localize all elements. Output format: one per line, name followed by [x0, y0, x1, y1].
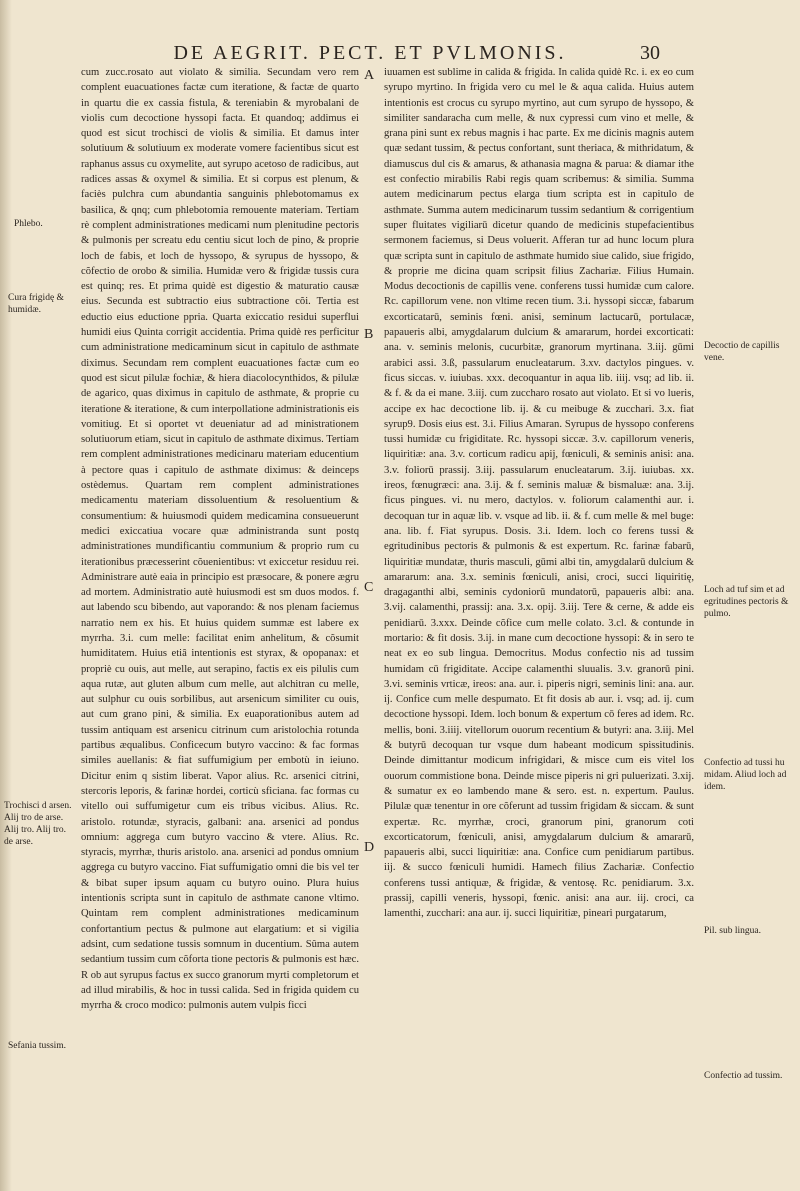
left-text-column — [81, 65, 359, 1110]
margin-note-sefania: Sefania tussim. — [8, 1041, 67, 1051]
section-marker-c: C — [364, 580, 374, 595]
section-marker-a: A — [364, 68, 375, 83]
page-gutter-shadow — [0, 0, 12, 1191]
left-column-text: cum zucc.rosato aut violato & similia. Secundam vero rem complent euacuationes factæ cum iteratione, & factæ de quarto in quartu die ex cassia fistula, & tereniabin & myrobalani de violis cum decoctione hyssopi facta. Et quandoq; addimus ei quod est sicut trochisci de violis & similia. Et damus inter solutiuum & solutiuum ex moderate vomere facientibus sicut est raphanus assus cu oxymelite, aut syrupo acetoso de radicibus, aut radices assas & oxymel & similia. Et si corpus est plenum, & faciès pulchra cum abundantia sanguinis phlebotomamus ex basilica, & qnq; cum phlebotomia remouente materiam. Tertiam rè complent administrationes medicami num plenitudine pectoris & pulmonis per screatu edu centiu sicut loch de pino, & proprie loch de fabis, et loch de hyssopo, & syrupus de hyssopo, & cõfectio de orobo & similia. Humidæ vero & frigidæ tussis cura est quinq; res. Et prima quidè est digestio & maturatio causæ eius. Secunda est subtractio eius subtractione cõi. Tertia est eductio eius eductione ppria. Quarta exiccatio residui superflui humidi eius Quinta corrigit accidentia. Prima quidè res perficitur cum administratione medicaminum sicut in capitulo de asthmate diximus. Secundam rem complent euacuationes factæ cum eo quod est sicut pilulæ fochiæ, & hiera diacolocynthidos, & pilulæ de agarico, quas diximus in capitulo de asthmate, & proprie cu iteratione & iteratione, & cum interpollatione administrationis eis vomitiug. Et si oportet vt deueniatur ad ad ministrationem solutiuorum etiam, sicut in capitulo de asthmate diximus. Tertiam rem complent administrationes medicinaru materiam educentium à pectore quas i capitulo de asthmate diximus: & deinceps ostèdemus. Quartam rem complent administrationes medicamentu materiam dissoluentium & resoluentium & consumentium: & huiusmodi quidem medicamina consueuerunt medici exiccatiua vocare quæ administranda sunt postq administrationes mundificantiu communium & proprio rum cu iterationibus præcesserint cõuenientibus: vt exiccetur residuu rei. Administrare autè eaia in principio est præsocare, & ponere ægru ad mortem. Administratio autè huiusmodi est sm duos modos. f. aut labendo scu bibendo, aut vaporando: & nos plenam faciemus narratio nem ex his. Et huius quidem summæ est labere ex myrrha. 3.i. cum melle: facilitat enim anhelitum, & cõsumit humiditatem. Huius etiâ intentionis est styrax, & opopanax: et propriè cu ouis, aut melle, aut serapino, factis ex eis pilulis cum aqua rutæ, aut gluten album cum melle, aut alchitran cu melle, aut sulphur cu ouis sorbilibus, aut arsenicum similiter cu ouis, aut cum grano pini, & similia. Ex euaporationibus autem ad tussim antiquam est arsenicu citrinum cum aristolochia rotunda partibus æqualibus. Conficecum butyro vaccino: & fac formas similes auellanis: & fiat suffumigium per embotù in ieiuno. Dicitur enim q sistim liberat. Vapor alius. Rc. arsenici citrini, stercoris leporis, & farinæ hordei, corticù sficiana. fac formas cu vitello oui suffumigetur cum eis tribus vicibus. Alius. Rc. aristolo. rotundæ, styracis, galbani: ana. arsenici ad pondus omnium: aggrega cum butyro vaccino & vtere. Alius. Rc. styracis, myrrhæ, thuris aristolo. ana. arsenici ad pondus omnium aggrega cu butyro vaccino. Fiat suffumigatio omni die bis vel ter & bibat super ipsum aquam cu butyro ouino. Plura huius intentionis scripta sunt in capitulo de asthmate canone vltimo. Quintam rem complent administrationes medicaminum confortantium pectus & pulmone aut elargatium: et si vigilia adsint, cum sedatione tussis somnum in ducentium. Sûma autem sedantium tussim cum cõforta tione pectoris & pulmonis est hæc. R ob aut syrupus factus ex succo granorum myrti completorum et ad illud mirabilis, & hoc in tussi calida. Sed in frigida quidem cu myrrha & croco modico: pulmonis autem vulpis ficci — [81, 67, 359, 1012]
right-column-text: iuuamen est sublime in calida & frigida. In calida quidè Rc. i. ex eo cum syrupo myrtino. In frigida vero cu mel le & aqua calida. Huius autem intentionis est crocus cu syrupo myrtino, aut cum syrupo de hyssopo, & similiter sandaracha cum melle, & nux cypressi cum vino et melle, & grana pini sunt ex rebus magnis i hac parte. Ex me dicinis magnis autem quæ sedant tussim, & pectus confortant, sunt theriaca, & mithridatum, & diamuscus dul cis & amarus, & athanasia magna & parua: & diamar ithe est confectio mirabilis Rabi regis quam scribemus: & similia. Summa autem medicinarum pectus elarga tium scripta est in capitulo de asthmate. Summa autem medicinarum tussim sedantium & corrigentium super fluitates vigiliarū dicetur quando de medicinis stupefacientibus sermonem faciemus, si Deus voluerit. Afferan tur ad hunc locum plura quæ scripta sunt in capitulo de asthmate humido siue calido, siue frigido, & proprie me dicina quam scripsit filius Zachariæ. Filius Humain. Modus decoctionis de capillis vene. conferens tussi humidæ cum calore. Rc. capillorum vene. non vltime recen tium. 3.i. hyssopi siccæ, fabarum excorticatarū, seminis fœni. anisi, seminum lactucarū, portulacæ, papaueris albi, amygdalarum dulcium & amararum, hordei excorticati: ana. v. seminis melonis, cucurbitæ, granorum myrtinana. 3.iij. gūmi arabici assi. 3.ß, passularum enucleatarum. 3.xv. dactylos pingues. v. ficus siccas. v. iuiubas. xxx. decoquantur in aqua lib. iiij. vsq; ad lib. ii. & f. & da ei mane. 3.iij. cum zuccharo rosato aut violato. Et si vo lueris, accipe ex hac decoctione lib. ij. & cu meibuge & zucchari. 3.x. fiat syrup9. Dosis eius est. 3.i. Filius Amaran. Syrupus de hyssopo conferens tussi humidæ cu frigiditate. Rc. hyssopi siccæ. 3.v. capillorum veneris, liquiritiæ: ana. 3.v. corticum radicu apij, fœniculi, & seminis anisi: ana. 3.v. foliorū prassij. 3.iij. passularum enucleatarum. 3.ij. iuiubas. xx. ireos, fœnugræci: ana. 3.ij. & f. seminis maluæ & bismaluæ: ana. 3.ij. ficus pingues. vi. nu mero, dactylos. v. foliorum calamenthi aur. i. decoquan tur in aquæ lib. v. vsque ad lib. ii. & f. cum melle & mel buge: ana. lib. f. Fiat syrupus. Dosis. 3.i. Idem. loch co ferens tussi & egritudinibus pectoris & pulmonis & est expertum. Rc. farinæ fabarū, liquiritiæ mundatæ, thuris masculi, gūmi albi tin, amygdalarū dulcium & amararum: ana. 3.x. seminis fœniculi, anisi, croci, succi liquiritię, dragaganthi albi, seminis cydoniorū mundatorū, papaueris albi: ana. 3.vij. calamenthi, prassij: ana. 3.x. opij. 3.iij. Tere & cerne, & adde eis penidiarū. 3.xxx. Deinde cõfice cum melle colato. 3.cl. & contunde in mortario: & fit dosis. 3.ij. in mane cum decoctione hyssopi: & in sero te neat ex eo sub lingua. Democritus. Modus confectio nis ad tussim humidam cū frigiditate. Accipe calamenthi sluualis. 3.v. granorū pini. 3.vi. seminis vrticæ, ireos: ana. aur. i. piperis nigri, seminis lini: ana. aur. ij. Confice cum melle despumato. Et fit dosis ab aur. i. vsq; ad. ij. cum decoctione hyssopi. Idem. loch bonum & expertum cō feres ad idem. Rc. mellis, boni. 3.iiij. vitellorum ouorum recentium & butyri: ana. 3.iij. Mel & butyrū decoquan tur vsque dum habeant modicum spissitudinis. Deinde dimittantur modicum infrigidari, & misce cum eis vitel los ouorum commistione bona. Deinde misce piperis ni gri puluerizati. 3.xij. & sumatur ex eo lambendo mane & sero. est. n. expertum. Paulus. Pilulæ quæ tenentur in ore cõferunt ad tussim frigidam & siccam. & sunt expertæ. Rc. myrrhæ, croci, granorum pini, granorum coti excorticatorum, fœniculi, anisi, amygdalarum dulcium & amararū, papaueris albi, succi liquiritiæ: ana. Confice cum penidiarum partibus. iij. & succo fœniculi humidi. Hamech filius Zachariæ. Confectio conferens tussi antiquæ, & frigidæ, & ventosę. Rc. penidiarum. 3.x. prassij, capilli veneris, hyssopi, fœnic. anisi: ana aur. iij. croci, ca lamenthi, zucchari: ana aur. ij. succi liquiritiæ, pineari purgatarum, — [384, 67, 694, 920]
right-text-column — [384, 65, 694, 1110]
margin-note-loch: Loch ad tuf sim et ad egritudines pectoris & pulmo. — [704, 585, 789, 619]
margin-note-pil-sub-lingua: Pil. sub lingua. — [704, 926, 762, 936]
margin-note-phlebo: Phlebo. — [14, 219, 43, 229]
margin-note-cura: Cura frigidę & humidæ. — [8, 293, 64, 315]
margin-note-confectio-ad-tussim: Confectio ad tussim. — [704, 1071, 783, 1081]
margin-note-confectio-tussi: Confectio ad tussi hu midam. Aliud loch ad idem. — [704, 758, 787, 792]
margin-note-decoctio: Decoctio de capillis vene. — [704, 341, 780, 363]
section-marker-d: D — [364, 840, 375, 855]
running-header: DE AEGRIT. PECT. ET PVLMONIS. — [173, 42, 567, 64]
section-marker-b: B — [364, 327, 374, 342]
page-number: 30 — [640, 42, 660, 64]
margin-note-trochisci: Trochisci d arsen. Alij tro de arse. Alij tro. Alij tro. de arse. — [4, 801, 72, 847]
